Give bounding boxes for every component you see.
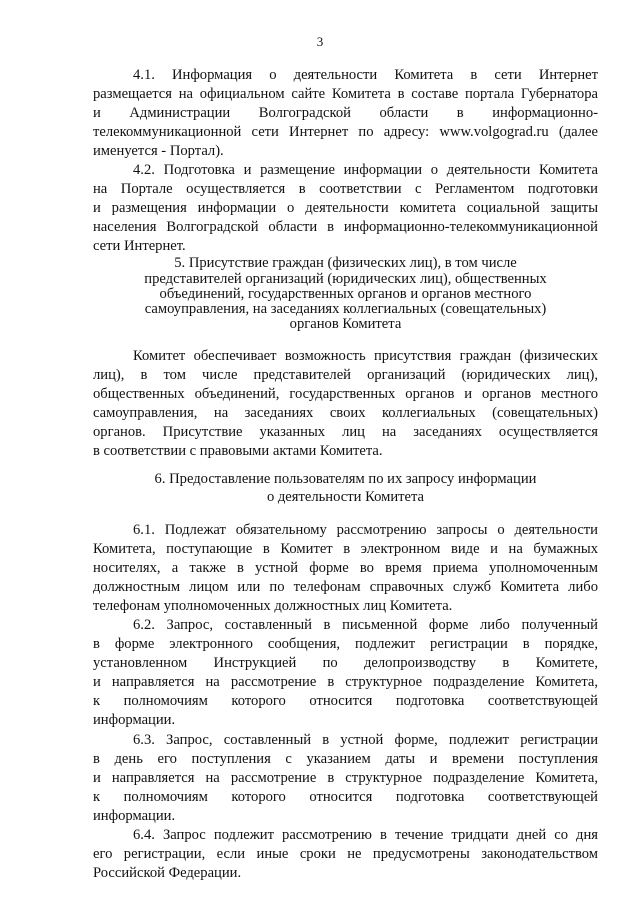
text-line: Комитет обеспечивает возможность присутствия граждан (физических [133, 348, 598, 364]
text-line: в форме электронного сообщения, подлежит регистрации в порядке, [93, 636, 598, 652]
heading-line: представителей организаций (юридических лиц), общественных [144, 271, 547, 287]
text-line: телекоммуникационной сети Интернет по адресу: www.volgograd.ru (далее [93, 124, 598, 140]
text-line: в соответствии с правовыми актами Комитета. [93, 443, 383, 459]
text-line: на Портале осуществляется в соответствии с Регламентом подготовки [93, 181, 598, 197]
text-line: органов. Присутствие указанных лиц на заседаниях осуществляется [93, 424, 598, 440]
text-line: телефонам уполномоченных должностных лиц Комитета. [93, 598, 453, 614]
text-line: населения Волгоградской области в информационно-телекоммуникационной [93, 219, 598, 235]
text-line: 6.2. Запрос, составленный в письменной форме либо полученный [133, 617, 598, 633]
heading-line: самоуправления, на заседаниях коллегиальных (совещательных) [144, 301, 547, 317]
heading-line: 5. Присутствие граждан (физических лиц), в том числе [174, 255, 517, 271]
text-line: должностным лицом или по телефонам справочных служб Комитета либо [93, 579, 598, 595]
text-line: 4.1. Информация о деятельности Комитета в сети Интернет [133, 67, 598, 83]
text-line: и направляется на рассмотрение в структурное подразделение Комитета, [93, 770, 598, 786]
text-line: в день его поступления с указанием даты и времени поступления [93, 751, 598, 767]
text-line: и направляется на рассмотрение в структурное подразделение Комитета, [93, 674, 598, 690]
text-line: информации. [93, 808, 176, 824]
text-line: его регистрации, если иные сроки не предусмотрены законодательством [93, 846, 598, 862]
text-line: информации. [93, 712, 176, 728]
text-line: установленном Инструкцией по делопроизводству в Комитете, [93, 655, 598, 671]
text-line: к полномочиям которого относится подготовка соответствующей [93, 789, 598, 805]
page-number: 3 [316, 34, 324, 49]
text-line: сети Интернет. [93, 238, 186, 254]
text-line: 4.2. Подготовка и размещение информации о деятельности Комитета [133, 162, 598, 178]
text-line: и размещения информации о деятельности комитета социальной защиты [93, 200, 598, 216]
heading-line: органов Комитета [289, 316, 402, 332]
text-line: носителях, а также в устной форме во время приема уполномоченным [93, 560, 598, 576]
heading-line: 6. Предоставление пользователям по их запросу информации [154, 471, 537, 487]
text-line: размещается на официальном сайте Комитета в составе портала Губернатора [93, 86, 598, 102]
heading-line: о деятельности Комитета [266, 489, 425, 505]
heading-line: объединений, государственных органов и органов местного [159, 286, 532, 302]
text-line: 6.1. Подлежат обязательному рассмотрению запросы о деятельности [133, 522, 598, 538]
text-line: самоуправления, на заседаниях своих коллегиальных (совещательных) [93, 405, 598, 421]
text-line: к полномочиям которого относится подготовка соответствующей [93, 693, 598, 709]
text-line: Комитета, поступающие в Комитет в электронном виде и на бумажных [93, 541, 598, 557]
text-line: лиц), в том числе представителей организаций (юридических лиц), [93, 367, 598, 383]
text-line: именуется - Портал). [93, 143, 224, 159]
text-line: 6.3. Запрос, составленный в устной форме, подлежит регистрации [133, 732, 598, 748]
text-line: 6.4. Запрос подлежит рассмотрению в течение тридцати дней со дня [133, 827, 598, 843]
text-line: и Администрации Волгоградской области в информационно- [93, 105, 598, 121]
text-line: общественных объединений, государственных органов и органов местного [93, 386, 598, 402]
text-line: Российской Федерации. [93, 865, 242, 881]
